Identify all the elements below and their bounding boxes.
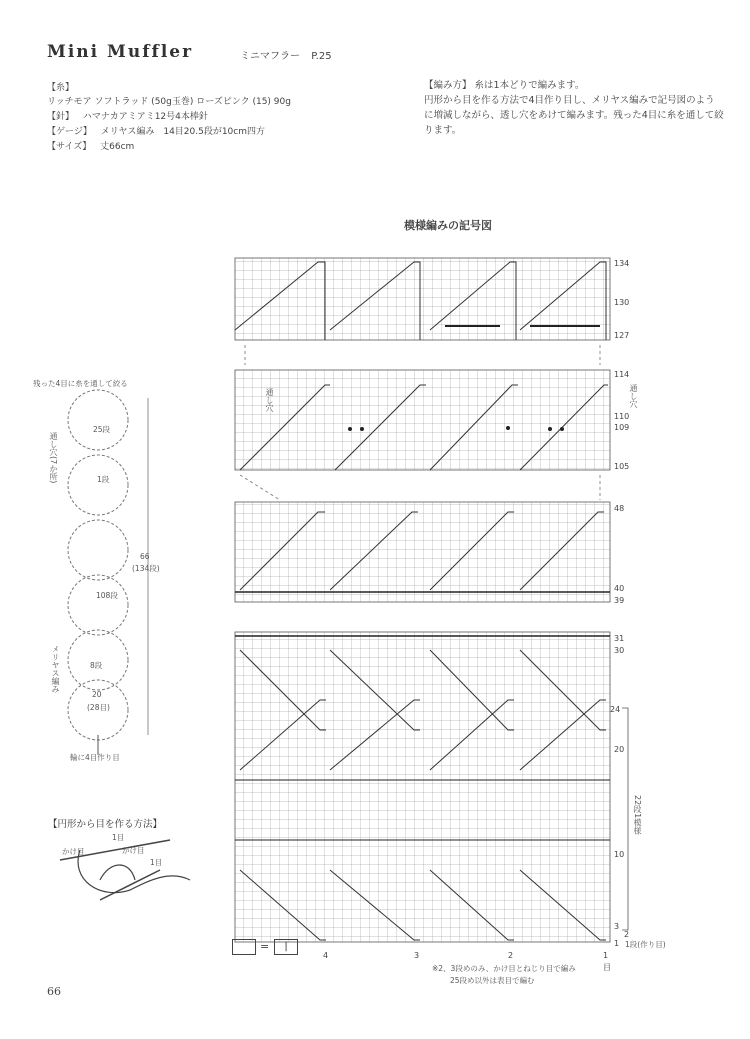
row-label-3: 3 <box>614 922 620 931</box>
row-label-109: 109 <box>614 423 630 432</box>
row-label-31: 31 <box>614 634 625 643</box>
eyelet-label-left: 通し穴 <box>265 388 274 412</box>
page-reference: P.25 <box>311 51 332 62</box>
needle-label: 【針】 <box>47 112 75 122</box>
method-label: 【編み方】 <box>424 80 472 91</box>
diagram-bottom-20: 20 <box>92 690 102 699</box>
row-label-134: 134 <box>614 259 630 268</box>
col-label-1: 1 <box>603 951 609 960</box>
chart-title: 模様編みの記号図 <box>404 219 492 232</box>
row-label-39: 39 <box>614 596 625 605</box>
page-number: 66 <box>47 985 61 998</box>
row-label-1: 1 <box>614 939 620 948</box>
col-label-3: 3 <box>414 951 420 960</box>
circle-label-kakeme2: かけ目 <box>122 846 145 855</box>
row-label-105: 105 <box>614 462 630 471</box>
method-line-2: 円形から目を作る方法で4目作り目し、メリヤス編みで記号図のよう <box>424 95 715 106</box>
diagram-cast-on-note: 輪に4目作り目 <box>70 753 120 762</box>
legend-knit-cell: | <box>274 939 298 955</box>
yarn-label: 【糸】 <box>47 83 75 93</box>
row-label-130: 130 <box>614 298 630 307</box>
diagram-length-134: (134段) <box>132 564 160 573</box>
circle-method-title: 【円形から目を作る方法】 <box>48 819 163 830</box>
circle-label-kakeme: かけ目 <box>62 847 85 856</box>
diagram-top-note: 残った4目に糸を通して絞る <box>33 379 128 388</box>
circle-label-1b: 1目 <box>150 858 163 867</box>
cast-on-row-note: 1段(作り目) <box>625 940 666 949</box>
repeat-note: 22段1模様 <box>633 795 642 835</box>
pattern-title: Mini Muffler <box>47 42 194 62</box>
eyelet-label-right: 通し穴 <box>629 384 638 408</box>
row-label-40: 40 <box>614 584 625 593</box>
needle-value: ハマナカアミアミ12号4本棒針 <box>82 112 208 122</box>
yarn-value: リッチモア ソフトラッド (50g玉巻) ローズピンク (15) 90g <box>47 97 291 107</box>
row-label-10: 10 <box>614 850 625 859</box>
row-label-114: 114 <box>614 370 630 379</box>
row-label-127: 127 <box>614 331 630 340</box>
gauge-value: メリヤス編み 14目20.5段が10cm四方 <box>100 127 266 137</box>
stitch-unit-label: 目 <box>603 963 611 972</box>
circle-label-1: 1目 <box>112 833 125 842</box>
row-label-110: 110 <box>614 412 630 421</box>
method-line-3: に増減しながら、透し穴をあけて編みます。残った4目に糸を通して絞 <box>424 110 724 121</box>
row-label-20: 20 <box>614 745 625 754</box>
row-label-2: 2 <box>624 930 630 939</box>
subtitle-jp: ミニマフラー <box>240 51 300 62</box>
method-line-1-text: 糸は1本どりで編みます。 <box>474 80 585 91</box>
diagram-row-108: 108段 <box>96 591 118 600</box>
row-label-24: 24 <box>610 705 621 714</box>
diagram-eyelet-note: 通し穴(7か所) <box>49 432 58 484</box>
size-value: 丈66cm <box>100 142 135 152</box>
diagram-row-1: 1段 <box>97 475 110 484</box>
row-label-30: 30 <box>614 646 625 655</box>
col-label-2: 2 <box>508 951 514 960</box>
diagram-length-66: 66 <box>140 552 150 561</box>
footnote-1: ※2、3段めのみ、かけ目とねじり目で編み <box>432 964 576 973</box>
legend-equals: = <box>260 940 270 953</box>
gauge-label: 【ゲージ】 <box>47 127 92 137</box>
method-line-4: ります。 <box>424 125 462 136</box>
size-label: 【サイズ】 <box>47 142 92 152</box>
col-label-4: 4 <box>323 951 329 960</box>
diagram-row-8: 8段 <box>90 661 103 670</box>
diagram-bottom-28: (28目) <box>87 703 110 712</box>
row-label-48: 48 <box>614 504 625 513</box>
footnote-2: 25段め以外は表目で編む <box>450 976 535 985</box>
diagram-stockinette-note: メリヤス編み <box>51 645 60 693</box>
diagram-row-25: 25段 <box>93 425 111 434</box>
